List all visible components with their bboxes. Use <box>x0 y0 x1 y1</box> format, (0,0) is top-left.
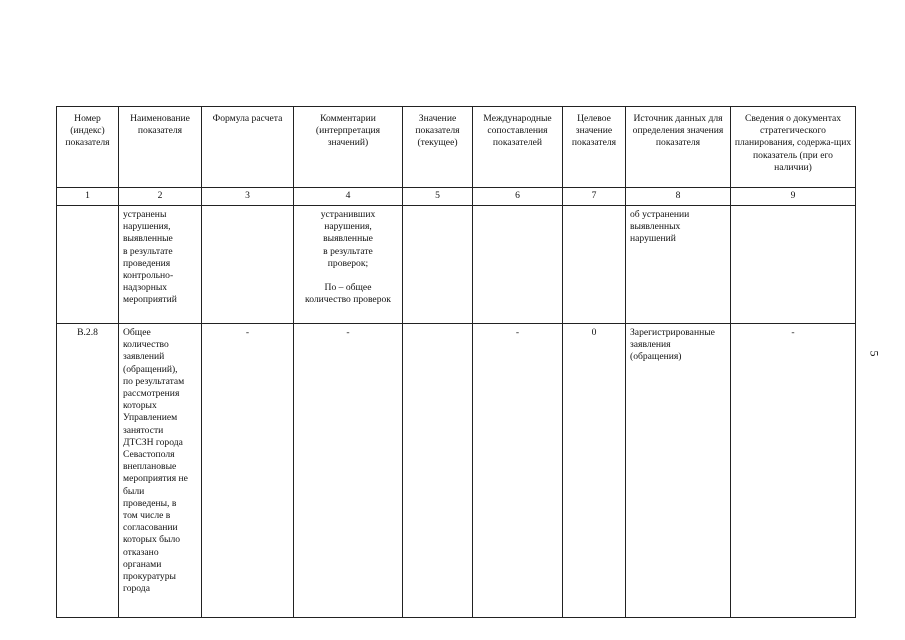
cell-target: 0 <box>563 324 626 618</box>
cell-index: В.2.8 <box>57 324 119 618</box>
header-value <box>403 107 473 188</box>
header-formula <box>202 107 294 188</box>
header-source <box>626 107 731 188</box>
cell-source: Зарегистрированные заявления (обращения) <box>626 324 731 618</box>
column-number: 3 <box>202 188 294 206</box>
header-index-text: Номер (индекс) показателя <box>65 113 110 149</box>
indicator-table <box>56 106 856 618</box>
column-number: 6 <box>473 188 563 206</box>
header-formula-text: Формула расчета <box>212 113 283 124</box>
cell-target <box>563 206 626 324</box>
cell-formula <box>202 206 294 324</box>
column-number: 4 <box>294 188 403 206</box>
column-number: 2 <box>119 188 202 206</box>
header-intl-text: Международные сопоставления показателей <box>483 113 552 149</box>
cell-docs <box>731 206 856 324</box>
cell-source: об устранении выявленных нарушений <box>626 206 731 324</box>
header-docs-text: Сведения о документах стратегического планирования, содержа-щих показатель (при его наличии) <box>734 113 852 173</box>
cell-formula: - <box>202 324 294 618</box>
page-number: 5 <box>867 350 882 357</box>
header-row <box>57 107 856 188</box>
cell-comments: устранивших нарушения, выявленные в результате проверок; По – общее количество проверок <box>294 206 403 324</box>
header-docs <box>731 107 856 188</box>
header-index <box>57 107 119 188</box>
header-name-text: Наименование показателя <box>130 113 190 137</box>
header-target-text: Целевое значение показателя <box>571 113 617 149</box>
header-source-text: Источник данных для определения значения показателя <box>632 113 724 149</box>
column-number: 9 <box>731 188 856 206</box>
column-number: 7 <box>563 188 626 206</box>
cell-value <box>403 324 473 618</box>
header-target <box>563 107 626 188</box>
table-row <box>57 324 856 618</box>
column-number: 8 <box>626 188 731 206</box>
column-number: 5 <box>403 188 473 206</box>
cell-comments: - <box>294 324 403 618</box>
cell-intl: - <box>473 324 563 618</box>
cell-docs: - <box>731 324 856 618</box>
header-value-text: Значение показателя (текущее) <box>415 113 460 149</box>
table-row <box>57 206 856 324</box>
cell-value <box>403 206 473 324</box>
header-comments <box>294 107 403 188</box>
cell-index <box>57 206 119 324</box>
header-intl <box>473 107 563 188</box>
column-number-row <box>57 188 856 206</box>
cell-intl <box>473 206 563 324</box>
cell-name: устранены нарушения, выявленные в результате проведения контрольно- надзорных мероприятий <box>119 206 202 324</box>
cell-name: Общее количество заявлений (обращений), по результатам рассмотрения которых Управлением занятости ДТСЗН города Севастополя внеплановые мероприятия не были проведены, в том числе в согласовании которых было отказано органами прокуратуры города <box>119 324 202 618</box>
column-number: 1 <box>57 188 119 206</box>
header-comments-text: Комментарии (интерпретация значений) <box>315 113 381 149</box>
header-name <box>119 107 202 188</box>
